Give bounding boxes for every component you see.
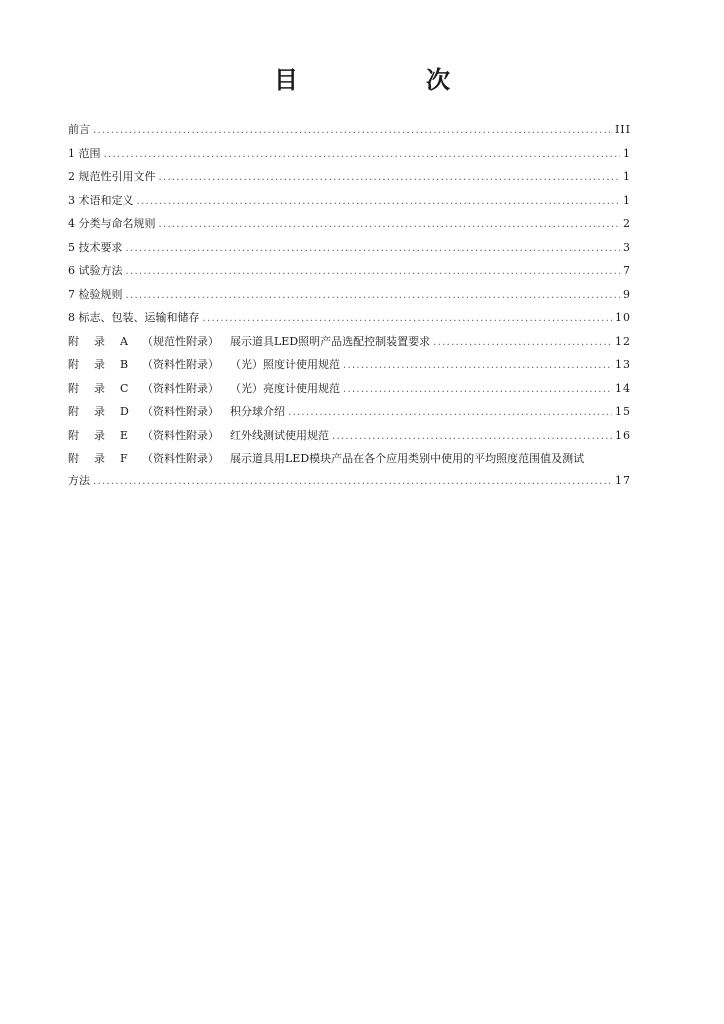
dot-leader	[203, 311, 613, 327]
toc-entry-label: 6 试验方法	[68, 264, 123, 277]
toc-entry-normative-references[interactable]	[68, 169, 631, 193]
toc-entry-label: 3 术语和定义	[68, 193, 134, 207]
dot-leader	[93, 123, 612, 139]
annex-title: 展示道具用LED模块产品在各个应用类别中使用的平均照度范围值及测试	[230, 452, 585, 465]
dot-leader	[126, 264, 621, 280]
toc-entry-page: 17	[615, 474, 631, 487]
toc-annex-b[interactable]	[68, 357, 631, 381]
watermark	[60, 480, 660, 900]
annex-word-2: 录	[94, 334, 105, 348]
annex-letter: C	[120, 381, 129, 395]
annex-letter: B	[120, 358, 129, 371]
toc-entry-label: 前言	[68, 123, 90, 136]
toc-annex-d[interactable]	[68, 404, 631, 428]
toc-entry-label: 2 规范性引用文件	[68, 170, 156, 183]
toc-entry-page: 15	[615, 405, 631, 418]
annex-title: 红外线测试使用规范	[230, 428, 329, 442]
annex-word-2: 录	[94, 405, 105, 418]
toc-entry-page: 12	[615, 334, 631, 348]
annex-type: （规范性附录）	[142, 334, 219, 348]
annex-word-1: 附	[68, 452, 79, 465]
dot-leader	[433, 335, 612, 351]
toc-entry-test-methods[interactable]	[68, 263, 631, 287]
dot-leader	[159, 217, 621, 233]
toc-entry-page: 2	[623, 217, 631, 230]
toc-entry-label: 5 技术要求	[68, 240, 123, 254]
annex-word-2: 录	[94, 452, 105, 465]
dot-leader	[126, 241, 621, 257]
toc-annex-e[interactable]	[68, 428, 631, 452]
page-title: 目 次	[274, 66, 502, 94]
toc-entry-scope[interactable]	[68, 146, 631, 170]
annex-type: （资料性附录）	[142, 381, 219, 395]
dot-leader	[288, 405, 612, 421]
annex-title-continued: 方法	[68, 474, 90, 487]
annex-title: 积分球介绍	[230, 405, 285, 418]
annex-label	[68, 404, 285, 420]
annex-label	[68, 381, 340, 397]
dot-leader	[126, 288, 621, 304]
dot-leader	[93, 474, 612, 490]
toc-entry-requirements[interactable]	[68, 240, 631, 264]
annex-title: （光）照度计使用规范	[230, 358, 340, 371]
annex-label	[68, 428, 329, 444]
toc-entry-terms[interactable]	[68, 193, 631, 217]
toc-entry-inspection-rules[interactable]	[68, 287, 631, 311]
toc-entry-page: 14	[615, 381, 631, 395]
toc-entry-page: 16	[615, 428, 631, 442]
annex-word-1: 附	[68, 381, 79, 395]
toc-entry-foreword[interactable]	[68, 122, 631, 146]
toc-entry-label: 4 分类与命名规则	[68, 217, 156, 230]
annex-title: （光）亮度计使用规范	[230, 381, 340, 395]
dot-leader	[343, 358, 612, 374]
toc-entry-page: 13	[615, 358, 631, 371]
toc-entry-label: 8 标志、包装、运输和储存	[68, 311, 200, 324]
toc-entry-page: 1	[623, 193, 631, 207]
annex-word-1: 附	[68, 428, 79, 442]
annex-type: （资料性附录）	[142, 428, 219, 442]
annex-word-2: 录	[94, 428, 105, 442]
toc-entry-page: 10	[615, 311, 631, 324]
toc-entry-marking-packaging[interactable]	[68, 310, 631, 334]
toc-annex-a[interactable]	[68, 334, 631, 358]
toc-annex-f[interactable]	[68, 451, 631, 473]
annex-label	[68, 357, 340, 373]
annex-letter: E	[120, 428, 129, 442]
annex-label	[68, 451, 584, 467]
annex-word-1: 附	[68, 405, 79, 418]
dot-leader	[137, 194, 621, 210]
annex-label	[68, 334, 430, 350]
annex-letter: D	[120, 405, 129, 418]
annex-word-1: 附	[68, 358, 79, 371]
annex-title: 展示道具LED照明产品选配控制装置要求	[230, 334, 431, 348]
dot-leader	[159, 170, 621, 186]
toc-entry-label: 7 检验规则	[68, 287, 123, 301]
toc-entry-label: 1 范围	[68, 146, 101, 160]
annex-letter: A	[120, 334, 128, 348]
annex-type: （资料性附录）	[142, 358, 219, 371]
toc-entry-page: 1	[623, 170, 631, 183]
toc-entry-page: 9	[623, 287, 631, 301]
watermark-graphic	[60, 480, 660, 900]
toc-annex-f-continued[interactable]	[68, 473, 631, 497]
dot-leader	[332, 429, 612, 445]
toc-entry-classification[interactable]	[68, 216, 631, 240]
dot-leader	[104, 147, 621, 163]
toc-entry-page: 1	[623, 146, 631, 160]
annex-type: （资料性附录）	[142, 405, 219, 418]
toc-entry-page: III	[614, 123, 631, 136]
annex-type: （资料性附录）	[142, 452, 219, 465]
toc-entry-page: 7	[623, 264, 631, 277]
annex-word-1: 附	[68, 334, 79, 348]
annex-letter: F	[120, 452, 128, 465]
dot-leader	[343, 382, 612, 398]
annex-word-2: 录	[94, 358, 105, 371]
toc-entry-page: 3	[623, 240, 631, 254]
annex-word-2: 录	[94, 381, 105, 395]
toc-annex-c[interactable]	[68, 381, 631, 405]
table-of-contents	[68, 122, 631, 497]
